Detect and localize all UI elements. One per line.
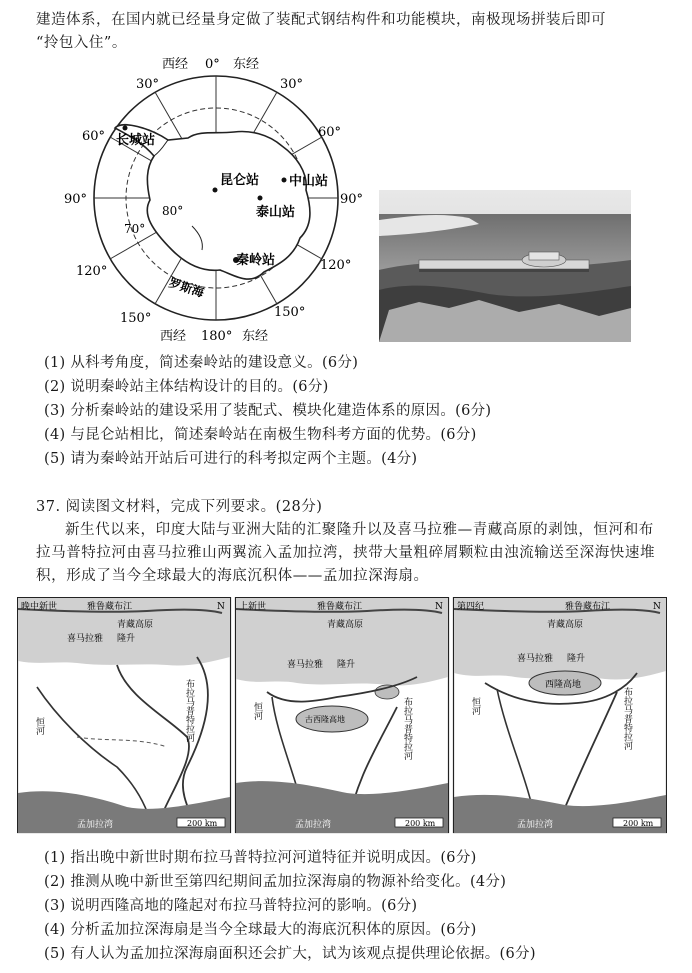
map3-bay: 孟加拉湾 xyxy=(517,820,554,830)
map3-north: N xyxy=(653,602,661,612)
map2-ganges: 恒河 xyxy=(252,702,262,720)
map2-uplift: 隆升 xyxy=(337,660,356,670)
q36-sub-4: (4) 与昆仑站相比，简述秦岭站在南极生物科考方面的优势。(6分) xyxy=(44,427,477,443)
map2-brahmaputra: 布拉马普特拉河 xyxy=(402,697,412,760)
map2-shillong: 古西隆高地 xyxy=(305,715,345,724)
q37-sub-4: (4) 分析孟加拉深海扇是当今全球最大的海底沉积体的原因。(6分) xyxy=(44,922,477,938)
map3-shillong: 西隆高地 xyxy=(545,680,582,690)
lon-w150: 150° xyxy=(120,311,152,326)
map3-ganges: 恒河 xyxy=(470,697,480,715)
map1-north: N xyxy=(217,602,225,612)
map2-scale: 200 km xyxy=(405,819,436,828)
station-photo xyxy=(379,190,631,342)
map2-river: 雅鲁藏布江 xyxy=(317,602,363,612)
lat-80: 80° xyxy=(162,204,184,218)
map1-period: 晚中新世 xyxy=(21,602,58,612)
map2-period: 上新世 xyxy=(239,602,267,612)
map3-period: 第四纪 xyxy=(457,602,485,612)
lon-w90: 90° xyxy=(64,192,88,207)
lat-70: 70° xyxy=(124,222,146,236)
station-qinling: 秦岭站 xyxy=(236,253,276,268)
q37-material: 新生代以来，印度大陆与亚洲大陆的汇聚隆升以及喜马拉雅—青藏高原的剥蚀，恒河和布拉马普特拉河由喜马拉雅山两翼流入孟加拉湾，挟带大量粗碎屑颗粒由浊流输送至深海快速堆积，形成了当今全球最大的海底沉积体——孟加拉深海扇。 xyxy=(36,522,656,584)
map1-brahmaputra: 布拉马普特拉河 xyxy=(184,679,194,742)
q36-sub-3: (3) 分析秦岭站的建设采用了装配式、模块化建造体系的原因。(6分) xyxy=(44,403,492,419)
map1-uplift: 隆升 xyxy=(117,634,136,644)
map1-scale: 200 km xyxy=(187,819,218,828)
map-bottom-east: 东经 xyxy=(242,329,269,344)
q37-sub-3: (3) 说明西隆高地的隆起对布拉马普特拉河的影响。(6分) xyxy=(44,898,418,914)
map-top-zero: 0° xyxy=(205,57,220,72)
map-pliocene xyxy=(236,598,449,834)
lon-w120: 120° xyxy=(76,264,108,279)
lon-e30: 30° xyxy=(280,77,304,92)
q37-heading: 37. 阅读图文材料，完成下列要求。(28分) xyxy=(36,499,323,515)
station-great-wall: 长城站 xyxy=(116,133,156,148)
map1-mountain: 喜马拉雅 xyxy=(67,634,104,644)
map-bottom-west: 西经 xyxy=(160,329,187,344)
q37-sub-5: (5) 有人认为孟加拉深海扇面积还会扩大，试为该观点提供理论依据。(6分) xyxy=(44,946,536,962)
q36-sub-2: (2) 说明秦岭站主体结构设计的目的。(6分) xyxy=(44,379,329,395)
map3-scale: 200 km xyxy=(623,819,654,828)
intro-line-2: “拎包入住”。 xyxy=(36,35,127,51)
lon-w30: 30° xyxy=(136,77,160,92)
map-late-miocene xyxy=(18,598,231,834)
map3-plateau: 青藏高原 xyxy=(547,620,584,630)
map2-plateau: 青藏高原 xyxy=(327,620,364,630)
lon-e120: 120° xyxy=(320,258,352,273)
map-quaternary xyxy=(454,598,667,834)
map1-river: 雅鲁藏布江 xyxy=(87,602,133,612)
map1-plateau: 青藏高原 xyxy=(117,620,154,630)
lon-e150: 150° xyxy=(274,305,306,320)
map-bottom-180: 180° xyxy=(201,329,233,344)
lon-e90: 90° xyxy=(340,192,364,207)
label-ross-sea: 罗斯海 xyxy=(167,275,206,300)
lon-e60: 60° xyxy=(318,125,342,140)
map-top-west: 西经 xyxy=(162,57,189,72)
map2-mountain: 喜马拉雅 xyxy=(287,660,324,670)
intro-line-1: 建造体系，在国内就已经量身定做了装配式钢结构件和功能模块，南极现场拼装后即可 xyxy=(36,12,606,28)
lon-w60: 60° xyxy=(82,129,106,144)
map3-uplift: 隆升 xyxy=(567,654,586,664)
map1-bay: 孟加拉湾 xyxy=(77,820,114,830)
station-kunlun: 昆仑站 xyxy=(220,173,260,188)
map2-bay: 孟加拉湾 xyxy=(295,820,332,830)
q36-sub-5: (5) 请为秦岭站开站后可进行的科考拟定两个主题。(4分) xyxy=(44,451,418,467)
station-zhongshan: 中山站 xyxy=(289,174,329,189)
map3-brahmaputra: 布拉马普特拉河 xyxy=(622,687,632,750)
bengal-fan-maps xyxy=(17,597,667,834)
antarctica-polar-map xyxy=(50,50,370,350)
map3-mountain: 喜马拉雅 xyxy=(517,654,554,664)
map2-north: N xyxy=(435,602,443,612)
station-taishan: 泰山站 xyxy=(256,205,296,220)
map-top-east: 东经 xyxy=(233,57,260,72)
map3-river: 雅鲁藏布江 xyxy=(565,602,611,612)
q37-sub-1: (1) 指出晚中新世时期布拉马普特拉河河道特征并说明成因。(6分) xyxy=(44,850,477,866)
map1-ganges: 恒河 xyxy=(34,717,44,735)
q37-sub-2: (2) 推测从晚中新世至第四纪期间孟加拉深海扇的物源补给变化。(4分) xyxy=(44,874,507,890)
q36-sub-1: (1) 从科考角度，简述秦岭站的建设意义。(6分) xyxy=(44,355,359,371)
